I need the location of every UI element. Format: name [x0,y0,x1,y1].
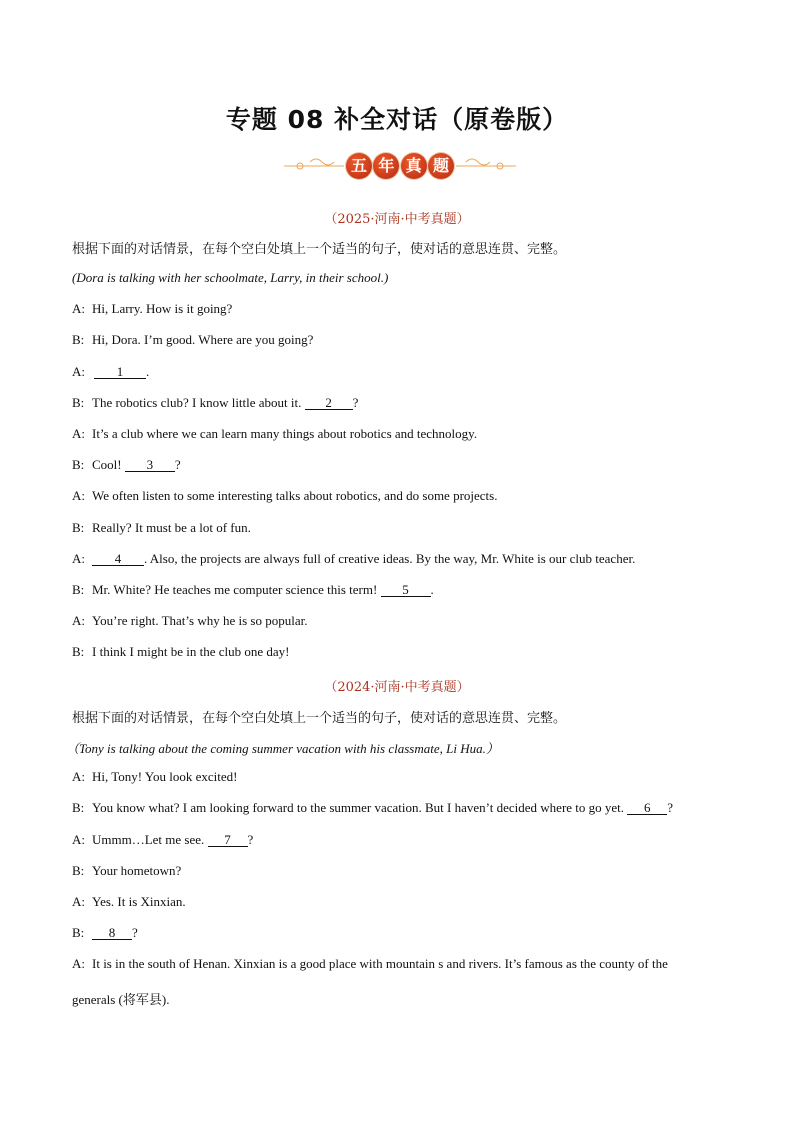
dialogue-line: B: Really? It must be a lot of fun. [72,520,251,535]
answer-blank[interactable]: 5 [381,584,431,597]
dialogue-line: A: 4 . Also, the projects are always full of creative ideas. By the way, Mr. White is our club teacher. [72,551,636,566]
dialogue-line: A: 1 . [72,364,150,379]
section-source: （2024·河南·中考真题） [324,680,470,695]
dialogue-context: （Tony is talking about the coming summer vacation with his classmate, Li Hua.） [66,741,499,756]
dialogue-line: B: Cool! 3 ? [72,457,181,472]
banner-char: 五 [346,153,372,179]
banner-char: 题 [428,153,454,179]
dialogue-line: B: Your hometown? [72,863,182,878]
answer-blank[interactable]: 8 [92,927,132,940]
section-instruction: 根据下面的对话情景，在每个空白处填上一个适当的句子，使对话的意思连贯、完整。 [72,711,567,726]
banner-char: 年 [373,153,399,179]
page-title: 专题 08 补全对话（原卷版） [225,105,569,134]
dialogue-line: B: You know what? I am looking forward to the summer vacation. But I haven’t decided where to go yet. 6 ? [72,800,674,815]
answer-blank[interactable]: 6 [627,802,667,815]
dialogue-line: B: The robotics club? I know little about it. 2 ? [72,395,359,410]
answer-blank[interactable]: 7 [208,834,248,847]
dialogue-line: B: I think I might be in the club one day! [72,644,290,659]
dialogue-continuation: generals (将军县). [72,992,170,1007]
section-banner [280,150,520,182]
dialogue-line: A: Hi, Larry. How is it going? [72,301,233,316]
dialogue-line: A: It is in the south of Henan. Xinxian is a good place with mountain s and rivers. It’s famous as the county of the [72,956,668,971]
dialogue-line: B: Mr. White? He teaches me computer science this term! 5 . [72,582,434,597]
dialogue-line: A: Ummm…Let me see. 7 ? [72,832,254,847]
banner-char: 真 [401,153,427,179]
section-source: （2025·河南·中考真题） [324,212,470,227]
dialogue-line: A: You’re right. That’s why he is so popular. [72,613,308,628]
dialogue-line: A: Hi, Tony! You look excited! [72,769,238,784]
answer-blank[interactable]: 2 [305,397,353,410]
dialogue-line: A: Yes. It is Xinxian. [72,894,186,909]
dialogue-line: A: It’s a club where we can learn many things about robotics and technology. [72,426,478,441]
dialogue-line: A: We often listen to some interesting talks about robotics, and do some projects. [72,488,498,503]
answer-blank[interactable]: 1 [94,366,146,379]
answer-blank[interactable]: 4 [92,553,144,566]
dialogue-context: (Dora is talking with her schoolmate, Larry, in their school.) [72,270,389,285]
dialogue-line: B: Hi, Dora. I’m good. Where are you going? [72,332,314,347]
section-instruction: 根据下面的对话情景，在每个空白处填上一个适当的句子，使对话的意思连贯、完整。 [72,242,567,257]
dialogue-line: B: 8 ? [72,925,138,940]
banner-badges [346,150,454,182]
answer-blank[interactable]: 3 [125,459,175,472]
